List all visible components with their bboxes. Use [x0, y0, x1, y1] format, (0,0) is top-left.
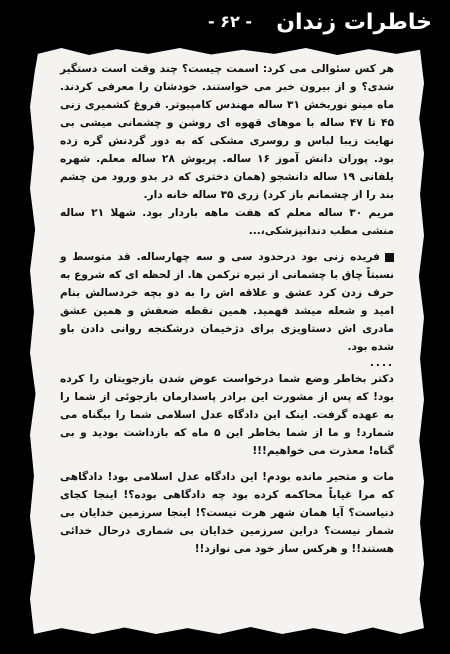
paragraph-introductions: هر کس سئوالی می کرد: اسمت چیست؟ چند وقت است دستگیر شدی؟ و از بیرون خبر می خواستند. خودشان را معرفی کردند. ماه مینو نوربخش ۳۱ ساله مهندس کامپیوتر. فروغ کشمیری زنی ۴۵ تا ۴۷ ساله با موهای قهوه ای روشن و چشمانی میشی بی نهایت زیبا لباس و روسری مشکی که به دور گردنش گره زده بود. پوران دانش آموز ۱۶ ساله. پریوش ۲۸ ساله معلم. شهره یلفانی ۱۹ ساله دانشجو (همان دختری که در بدو ورود من چشم بند را از چشمانم باز کرد) زری ۳۵ ساله خانه دار. [60, 63, 395, 201]
bullet-icon [385, 253, 394, 262]
page-number: - ۶۲ - [208, 12, 252, 31]
paragraph-maryam-shahla: مریم ۳۰ ساله معلم که هفت ماهه باردار بود. شهلا ۲۱ ساله منشی مطب دندانپزشکی،... [60, 207, 394, 237]
paragraph-doctor-statement: دکتر بخاطر وضع شما درخواست عوض شدن بازجویتان را کرده بود! که پس از مشورت این برادر پاسدارمان بازجوئی از شما را به عهده گرفت. اینک این دادگاه عدل اسلامی شما را بیگناه می شمارد! و ما از شما بخاطر این ۵ ماه که بازداشت بودید و بی گناه! معذرت می خواهیم!!! [60, 373, 394, 457]
paragraph-farideh-text: فریده زنی بود درحدود سی و سه چهارساله. قد متوسط و نسبتاً چاق با چشمانی از تیره ترکمن ها. از لحظه ای که شروع به حرف زدن کرد عشق و علاقه اش را به دو بچه خردسالش بنام امید و شعله میشد فهمید. همین نقطه ضعفش و همین عشق مادری اش دستاویزی برای دژخیمان درشکنجه روانی دادن باو شده بود. [60, 251, 394, 353]
page-body [60, 60, 394, 558]
paragraph-farideh [60, 248, 394, 356]
paragraph-reaction: مات و متحیر مانده بودم! این دادگاه عدل اسلامی بود! دادگاهی که مرا غیاباً محاکمه کرده بود چه دادگاهی بوده؟! اینجا کجای دنیاست؟ آیا همان شهر هرت نیست؟! اینجا سرزمین خدایان بی شمار نیست؟ دراین سرزمین خدایان بی شماری درحال خدائی هستند!! و هرکس ساز خود می نوازد!! [60, 471, 394, 555]
book-title: خاطرات زندان [276, 10, 432, 35]
section-break-dots: .... [369, 357, 394, 369]
page-header [0, 0, 450, 46]
